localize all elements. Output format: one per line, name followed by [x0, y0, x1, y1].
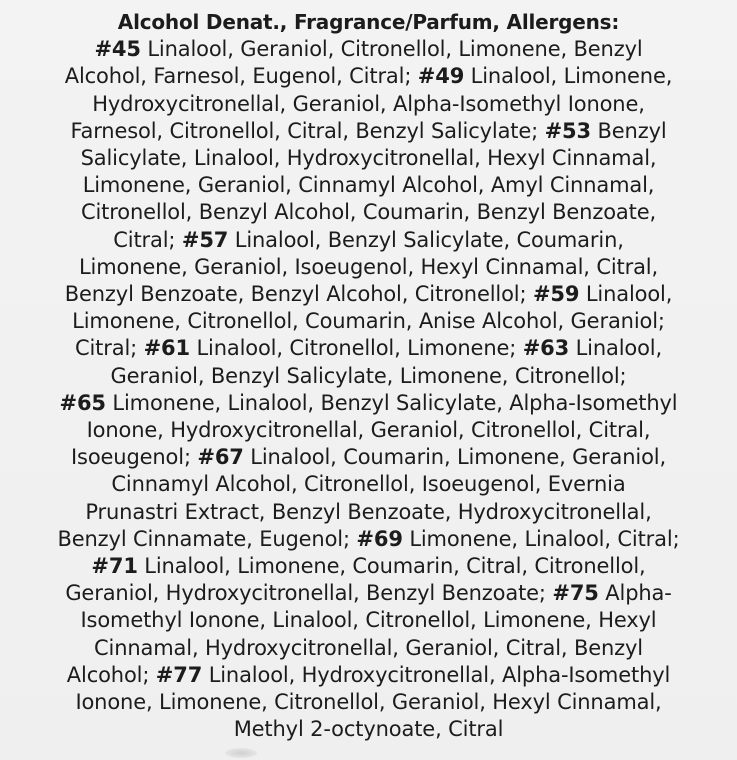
shade-number: #45 — [94, 37, 141, 62]
ingredient-line — [4, 716, 733, 743]
ingredient-text: Ionone, Hydroxycitronellal, Geraniol, Citronellol, Citral, — [86, 418, 651, 443]
ingredient-line — [4, 172, 733, 199]
ingredients-text-block — [4, 9, 733, 743]
ingredient-text: Citronellol, Benzyl Alcohol, Coumarin, Benzyl Benzoate, — [80, 200, 657, 225]
ingredient-text: Prunastri Extract, Benzyl Benzoate, Hydroxycitronellal, — [85, 499, 652, 524]
ingredient-line — [4, 36, 733, 63]
ingredient-text: Hydroxycitronellal, Geraniol, Alpha-Isomethyl Ionone, — [92, 91, 645, 116]
ingredient-line — [4, 444, 733, 471]
ingredient-line — [4, 118, 733, 145]
ingredient-line — [4, 145, 733, 172]
ingredient-text: Methyl 2-octynoate, Citral — [233, 717, 504, 742]
ingredient-text: Linalool, — [569, 336, 663, 361]
ingredient-text: Linalool, Citronellol, Limonene; — [189, 336, 523, 361]
ingredient-line — [4, 227, 733, 254]
ingredient-text: Linalool, Benzyl Salicylate, Coumarin, — [228, 227, 624, 252]
ingredient-line — [4, 363, 733, 390]
ingredient-line — [4, 580, 733, 607]
ingredient-text: Limonene, Linalool, Citral; — [402, 526, 680, 551]
ingredient-text: Alcohol; — [66, 662, 156, 687]
shade-number: #71 — [91, 554, 138, 579]
ingredient-text: Alpha- — [598, 581, 672, 606]
shade-number: #57 — [181, 227, 229, 252]
ingredient-text: Citral; — [74, 336, 144, 361]
ingredient-line — [4, 254, 733, 281]
ingredient-text: Isomethyl Ionone, Linalool, Citronellol, Limonene, Hexyl — [80, 608, 657, 633]
ingredient-text: Limonene, Geraniol, Isoeugenol, Hexyl Cinnamal, Citral, — [78, 254, 659, 279]
ingredient-line — [4, 607, 733, 634]
ingredient-text: Benzyl Benzoate, Benzyl Alcohol, Citronellol; — [64, 282, 533, 307]
ingredient-text: Linalool, Limonene, — [464, 64, 673, 89]
ingredient-text: Linalool, — [579, 282, 673, 307]
ingredient-line — [4, 635, 733, 662]
ingredient-text: Linalool, Limonene, Coumarin, Citral, Citronellol, — [137, 554, 646, 579]
ingredient-text: Benzyl Cinnamate, Eugenol; — [57, 526, 357, 551]
shade-number: #65 — [59, 390, 106, 415]
shade-number: #53 — [544, 118, 591, 143]
ingredient-text: Farnesol, Citronellol, Citral, Benzyl Salicylate; — [70, 118, 545, 143]
ingredient-text: Alcohol, Farnesol, Eugenol, Citral; — [64, 64, 418, 89]
ingredient-text: Cinnamyl Alcohol, Citronellol, Isoeugenol, Evernia — [111, 472, 626, 497]
ingredient-text: Linalool, Hydroxycitronellal, Alpha-Isomethyl — [202, 662, 671, 687]
ingredient-text: Geraniol, Hydroxycitronellal, Benzyl Benzoate; — [65, 581, 553, 606]
ingredients-heading — [4, 9, 733, 36]
surface-shadow — [225, 748, 257, 758]
ingredient-text: Cinnamal, Hydroxycitronellal, Geraniol, Citral, Benzyl — [94, 635, 643, 660]
ingredient-text: Limonene, Geraniol, Cinnamyl Alcohol, Amyl Cinnamal, — [82, 173, 655, 198]
ingredient-text: Alcohol Denat., Fragrance/Parfum, Allergens: — [117, 10, 620, 34]
ingredient-line — [4, 308, 733, 335]
ingredient-text: Limonene, Citronellol, Coumarin, Anise Alcohol, Geraniol; — [72, 309, 665, 334]
ingredient-text: Ionone, Limonene, Citronellol, Geraniol, Hexyl Cinnamal, — [75, 690, 662, 715]
ingredient-text: Salicylate, Linalool, Hydroxycitronellal, Hexyl Cinnamal, — [80, 146, 657, 171]
shade-number: #75 — [552, 581, 599, 606]
shade-number: #49 — [417, 64, 465, 89]
shade-number: #67 — [197, 445, 244, 470]
ingredient-text: Citral; — [113, 227, 182, 252]
shade-number: #69 — [356, 526, 403, 551]
shade-number: #63 — [522, 336, 570, 361]
ingredient-line — [4, 335, 733, 362]
ingredient-text: Benzyl — [590, 118, 667, 143]
ingredient-line — [4, 689, 733, 716]
ingredient-line — [4, 553, 733, 580]
ingredient-text: Limonene, Linalool, Benzyl Salicylate, Alpha-Isomethyl — [105, 390, 678, 415]
shade-number: #77 — [155, 662, 203, 687]
ingredient-text: Linalool, Geraniol, Citronellol, Limonene, Benzyl — [140, 37, 643, 62]
shade-number: #61 — [143, 336, 190, 361]
ingredient-line — [4, 526, 733, 553]
ingredient-line — [4, 471, 733, 498]
ingredient-text: Linalool, Coumarin, Limonene, Geraniol, — [243, 445, 666, 470]
ingredient-line — [4, 281, 733, 308]
ingredient-line — [4, 91, 733, 118]
ingredient-line — [4, 417, 733, 444]
ingredient-text: Geraniol, Benzyl Salicylate, Limonene, Citronellol; — [110, 363, 627, 388]
ingredient-line — [4, 662, 733, 689]
ingredient-text: Isoeugenol; — [70, 445, 198, 470]
shade-number: #59 — [532, 282, 580, 307]
ingredient-line — [4, 63, 733, 90]
ingredient-line — [4, 390, 733, 417]
ingredient-line — [4, 499, 733, 526]
ingredient-line — [4, 199, 733, 226]
